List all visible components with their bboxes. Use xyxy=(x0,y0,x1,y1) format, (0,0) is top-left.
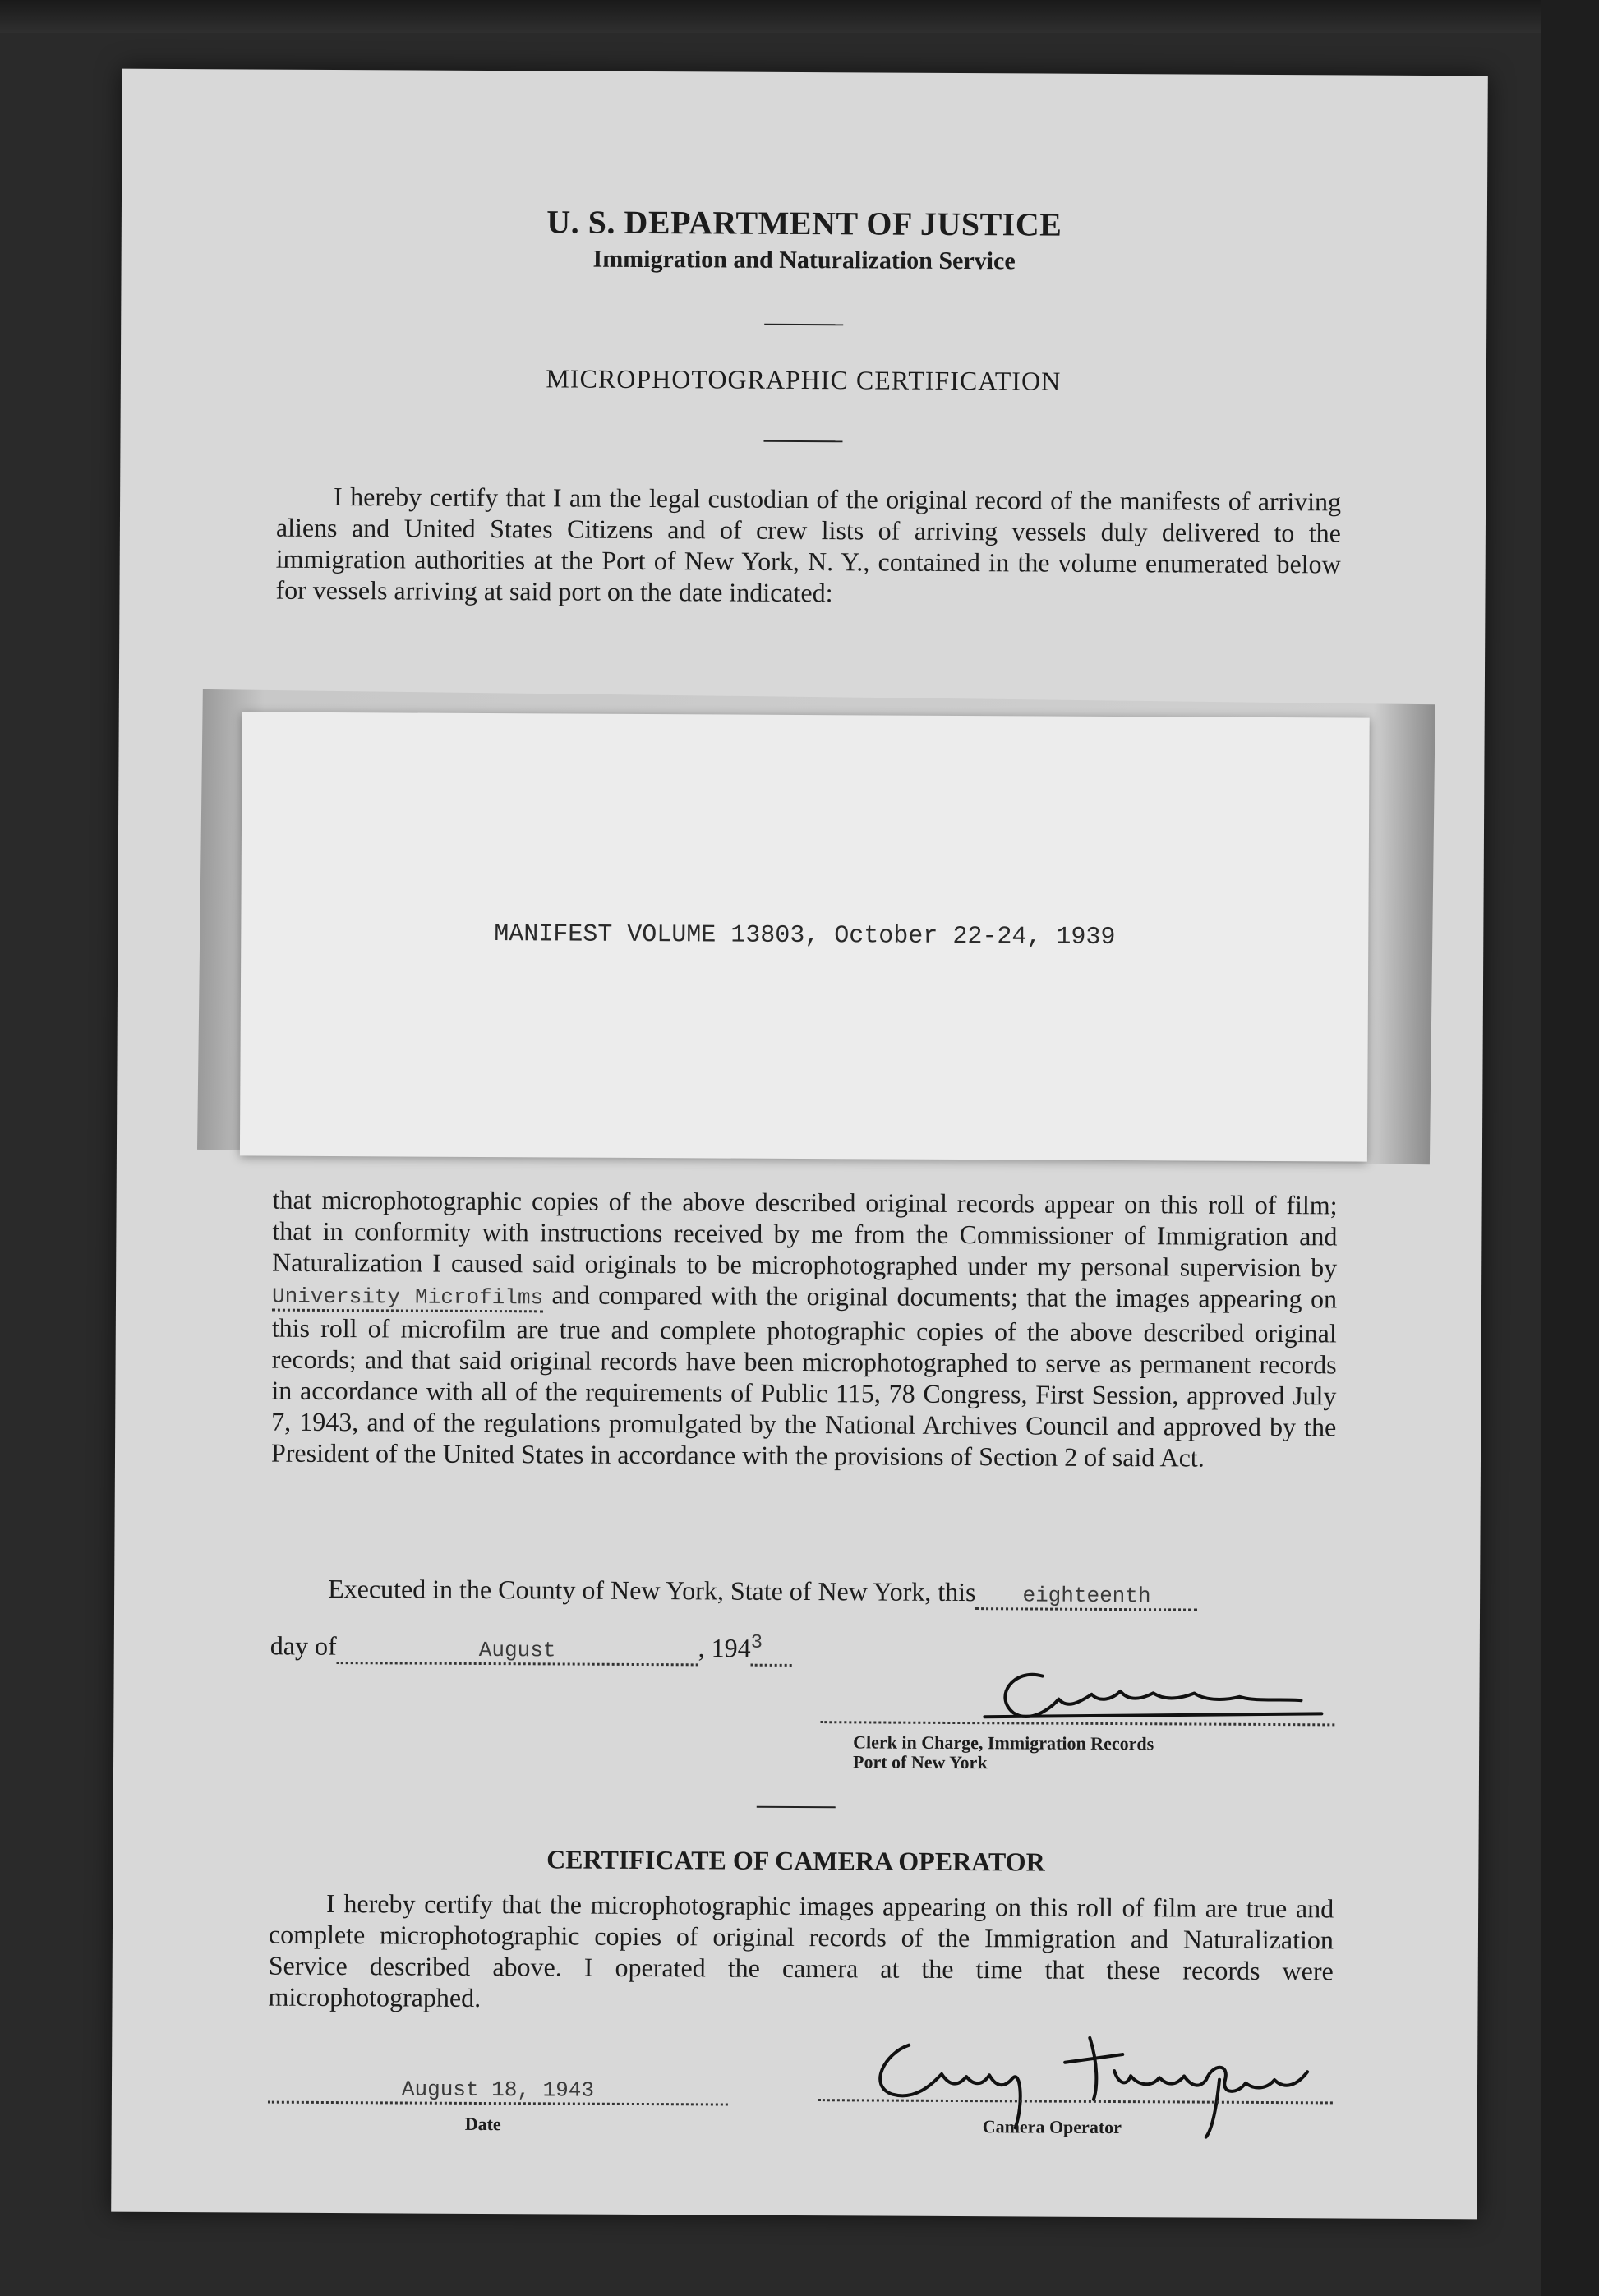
year-field xyxy=(751,1632,792,1667)
camera-date-label: Date xyxy=(464,2113,501,2135)
day-of-label: day of xyxy=(270,1630,337,1661)
month-value: August xyxy=(478,1637,556,1663)
body-part-2: and compared with the original documents; that the images appearing on this roll of microfilm are true and complete photographic copies of the above described original records; and that said original records have been microphotographed to serve as permanent records in accordance with all of the requirements of Public 115, 78 Congress, First Session, approved July 7, 1943, and of the regulations promulgated by the National Archives Council and approved by the President of the United States in accordance with the provisions of Section 2 of said Act. xyxy=(270,1279,1338,1473)
film-frame-top xyxy=(0,0,1599,33)
year-digit: 3 xyxy=(750,1631,763,1654)
volume-card xyxy=(240,712,1370,1161)
film-frame-right xyxy=(1541,0,1599,2296)
volume-card-text: MANIFEST VOLUME 13803, October 22-24, 1939 xyxy=(494,920,1116,952)
document-title: MICROPHOTOGRAPHIC CERTIFICATION xyxy=(546,363,1062,396)
camera-date-field xyxy=(268,2077,728,2106)
camera-operator-label: Camera Operator xyxy=(982,2116,1122,2138)
clerk-title-line-2: Port of New York xyxy=(852,1751,988,1773)
clerk-signature xyxy=(935,1651,1330,1744)
certificate-page xyxy=(111,69,1488,2220)
contractor-field: University Microfilms xyxy=(272,1284,543,1313)
day-value: eighteenth xyxy=(1022,1583,1151,1609)
intro-paragraph: I hereby certify that I am the legal custodian of the original record of the manifests of arriving aliens and United States Citizens and of crew lists of arriving vessels duly delivered to the immigration authorities at the Port of New York, N. Y., contained in the volume enumerated below for vessels arriving at said port on the date indicated: xyxy=(275,482,1342,608)
divider xyxy=(764,324,843,326)
divider xyxy=(763,440,842,443)
year-prefix: , 194 xyxy=(698,1633,751,1663)
certification-body xyxy=(271,1184,1338,1474)
clerk-title xyxy=(853,1732,1154,1773)
month-field xyxy=(337,1631,698,1666)
agency-heading: U. S. DEPARTMENT OF JUSTICE xyxy=(546,203,1062,243)
date-line xyxy=(270,1630,846,1667)
camera-certificate-heading: CERTIFICATE OF CAMERA OPERATOR xyxy=(546,1844,1045,1877)
camera-certificate-text: I hereby certify that the microphotographic images appearing on this roll of film are true and complete microphotographic copies of original records of the Immigration and Naturalization Service described above. I operated the camera at the time that these records were microphotographed. xyxy=(268,1888,1334,2012)
divider xyxy=(757,1806,836,1809)
execution-line xyxy=(328,1574,1339,1611)
execution-prefix: Executed in the County of New York, State of New York, this xyxy=(328,1574,976,1607)
clerk-title-line-1: Clerk in Charge, Immigration Records xyxy=(853,1731,1154,1754)
service-subheading: Immigration and Naturalization Service xyxy=(592,245,1016,275)
day-field xyxy=(975,1577,1197,1611)
body-part-1: that microphotographic copies of the above described original records appear on this roll of film; that in conformity with instructions received by me from the Commissioner of Immigration and Naturalization I caused said originals to be microphotographed under my personal supervision by xyxy=(272,1184,1338,1283)
camera-date-value: August 18, 1943 xyxy=(401,2077,595,2103)
